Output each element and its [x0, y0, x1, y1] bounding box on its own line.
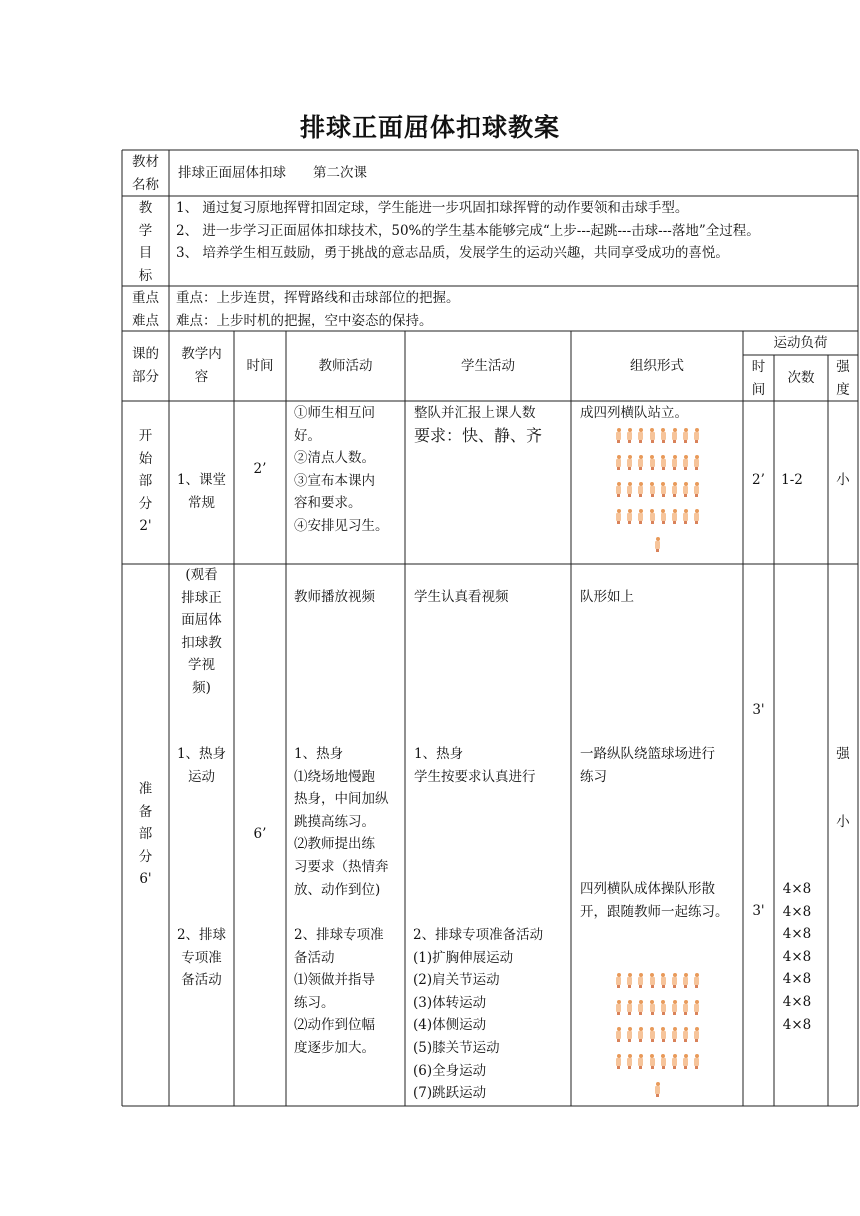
student-figure-icon: [650, 1000, 655, 1015]
org-line: 四列横队成体操队形散: [580, 881, 715, 897]
student-figure-icon: [683, 1054, 688, 1069]
student-figure-icon: [627, 455, 632, 470]
student-figure-icon: [627, 428, 632, 443]
drills-content: [169, 924, 234, 992]
student-line: 2、排球专项准备活动: [413, 927, 544, 943]
key-label: [122, 287, 169, 332]
teacher-line: ①师生相互问: [294, 405, 375, 421]
org-line: 一路纵队绕篮球场进行: [580, 746, 715, 762]
drills-org: [580, 878, 729, 923]
goals-label-char: 教: [138, 200, 153, 216]
content-line: 扣球教: [181, 634, 222, 651]
student-line: (6)全身运动: [413, 1062, 487, 1079]
student-figure-icon: [616, 1027, 621, 1042]
student-figure-icon: [638, 973, 643, 988]
start-load-intensity: 小: [836, 472, 850, 488]
student-figure-icon: [616, 973, 621, 988]
part-char: 始: [138, 450, 153, 467]
teacher-line: 好。: [294, 427, 321, 444]
teacher-line: 练习。: [294, 994, 335, 1011]
student-figure-icon: [661, 428, 666, 443]
teacher-line: 度逐步加大。: [294, 1039, 375, 1056]
student-line: (3)体转运动: [413, 994, 487, 1011]
student-figure-icon: [650, 509, 655, 524]
student-figure-icon: [650, 1027, 655, 1042]
student-figure-icon: [638, 482, 643, 497]
start-organization: 成四列横队站立。: [580, 405, 688, 421]
prep-part-label: [122, 778, 169, 891]
student-figure-icon: [638, 1054, 643, 1069]
student-figure-icon: [683, 973, 688, 988]
student-figure-icon: [672, 428, 677, 443]
student-figure-icon: [638, 509, 643, 524]
drills-student: [413, 924, 543, 1105]
content-line: 频): [192, 679, 211, 696]
teacher-line: 1、热身: [294, 746, 344, 762]
start-load-count: 1-2: [781, 472, 803, 488]
header-student: 学生活动: [461, 358, 515, 374]
warmup-teacher: [294, 743, 389, 901]
key-label-line: 难点: [132, 312, 159, 329]
student-figure-icon: [638, 1027, 643, 1042]
org-line: 开，跟随教师一起练习。: [580, 903, 729, 920]
count-value: 4×8: [782, 993, 812, 1010]
student-line: 学生按要求认真进行: [414, 768, 536, 785]
student-line: (2)肩关节运动: [413, 972, 500, 989]
intensity-char: 强: [836, 746, 850, 762]
formation-diagram: [616, 973, 702, 1103]
prep-video-teacher: 教师播放视频: [294, 589, 375, 605]
student-figure-icon: [694, 482, 699, 497]
content-line: 常规: [188, 494, 215, 511]
intensity-char: 小: [836, 813, 850, 830]
student-figure-icon: [672, 1054, 677, 1069]
student-figure-icon: [661, 1027, 666, 1042]
student-figure-icon: [683, 1000, 688, 1015]
student-figure-icon: [650, 428, 655, 443]
student-figure-icon: [672, 509, 677, 524]
warmup-org: [580, 743, 715, 788]
drills-load-time: 3': [752, 903, 765, 919]
student-figure-icon: [616, 455, 621, 470]
formation-diagram: [616, 428, 702, 558]
student-line: 1、热身: [414, 746, 464, 762]
header-text: 度: [836, 381, 850, 398]
start-load-time: 2’: [752, 472, 765, 488]
teacher-line: ③宣布本课内: [294, 472, 375, 489]
goals-label-char: 学: [138, 222, 153, 239]
header-teacher: 教师活动: [318, 358, 373, 374]
student-figure-icon: [661, 482, 666, 497]
content-line: 面屈体: [181, 612, 222, 629]
student-figure-icon: [683, 455, 688, 470]
student-figure-icon: [638, 1000, 643, 1015]
count-value: 4×8: [782, 1016, 812, 1033]
student-figure-icon: [627, 1054, 632, 1069]
content-line: 排球正: [181, 589, 222, 606]
student-figure-icon: [627, 1027, 632, 1042]
student-figure-icon: [638, 455, 643, 470]
material-label-line: 教材: [132, 154, 159, 170]
part-char: 开: [138, 428, 153, 444]
student-figure-icon: [616, 482, 621, 497]
teacher-line: 跳摸高练习。: [294, 813, 375, 830]
part-char: 部: [138, 826, 153, 843]
teacher-line: 2、排球专项准: [294, 927, 384, 943]
content-line: 运动: [188, 768, 215, 785]
drills-teacher: [294, 924, 384, 1060]
header-load-intensity: [828, 356, 858, 401]
header-time: 时间: [246, 358, 274, 374]
student-requirement: 要求：快、静、齐: [414, 425, 543, 445]
count-value: 4×8: [782, 926, 812, 943]
part-char: 准: [138, 781, 153, 797]
goals-label-char: 目: [138, 245, 153, 262]
student-figure-icon: [661, 455, 666, 470]
student-figure-icon: [627, 482, 632, 497]
student-figure-icon: [661, 1000, 666, 1015]
teacher-line: 放、动作到位): [294, 881, 381, 898]
material-label-line: 名称: [132, 176, 159, 193]
org-line: 练习: [580, 768, 607, 785]
header-text: 部分: [132, 368, 159, 385]
key-points: [176, 287, 460, 332]
student-figure-icon: [650, 1054, 655, 1069]
student-figure-icon: [694, 1027, 699, 1042]
student-figure-icon: [616, 428, 621, 443]
teacher-line: ②清点人数。: [294, 450, 375, 467]
goals-label-char: 标: [138, 267, 153, 284]
teacher-line: ⑴绕场地慢跑: [294, 768, 375, 785]
student-figure-icon: [694, 1054, 699, 1069]
header-text: 教学内: [181, 346, 222, 362]
student-figure-icon: [672, 973, 677, 988]
content-line: 专项准: [181, 949, 222, 966]
goal-item: 3、 培养学生相互鼓励，勇于挑战的意志品质，发展学生的运动兴趣，共同享受成功的喜悦。: [176, 245, 729, 262]
start-student: [414, 402, 542, 447]
prep-video-student: 学生认真看视频: [414, 589, 509, 605]
student-figure-icon: [638, 428, 643, 443]
content-line: 备活动: [181, 972, 222, 989]
student-figure-icon: [650, 482, 655, 497]
material-label: [122, 151, 169, 196]
student-figure-icon: [694, 509, 699, 524]
header-load: 运动负荷: [773, 335, 828, 351]
part-char: 2': [139, 518, 152, 535]
student-figure-icon: [694, 973, 699, 988]
student-figure-icon: [683, 482, 688, 497]
warmup-student: [414, 743, 536, 788]
student-figure-icon: [672, 455, 677, 470]
student-figure-icon: [627, 1000, 632, 1015]
student-figure-icon: [661, 509, 666, 524]
teacher-figure-icon: [655, 537, 660, 552]
student-figure-icon: [661, 1054, 666, 1069]
header-content: [169, 343, 234, 388]
goals-label: [122, 197, 169, 287]
goal-item: 1、 通过复习原地挥臂扣固定球，学生能进一步巩固扣球挥臂的动作要领和击球手型。: [176, 200, 689, 216]
teacher-line: ④安排见习生。: [294, 517, 389, 534]
student-figure-icon: [694, 1000, 699, 1015]
student-figure-icon: [683, 1027, 688, 1042]
content-line: 2、排球: [176, 927, 227, 943]
warmup-load-time: 3': [752, 702, 765, 718]
start-teacher: [294, 402, 389, 538]
document-title: 排球正面屈体扣球教案: [299, 113, 560, 142]
student-line: (5)膝关节运动: [413, 1039, 500, 1056]
goal-item: 2、 进一步学习正面屈体扣球技术，50%的学生基本能够完成“上步---起跳---击球---落地”全过程。: [176, 222, 760, 239]
part-char: 分: [138, 495, 153, 512]
student-line: (4)体侧运动: [413, 1017, 487, 1034]
count-value: 4×8: [782, 971, 812, 988]
header-load-count: 次数: [787, 370, 815, 386]
student-figure-icon: [694, 428, 699, 443]
header-load-time: [743, 356, 774, 401]
student-line: (1)扩胸伸展运动: [413, 949, 514, 966]
count-value: 4×8: [782, 881, 812, 897]
teacher-figure-icon: [655, 1082, 660, 1097]
part-char: 6': [139, 871, 152, 888]
goals-list: [176, 197, 760, 265]
count-value: 4×8: [782, 903, 812, 920]
teacher-line: 习要求（热情奔: [294, 858, 389, 875]
header-part: [122, 343, 169, 388]
key-point: 重点：上步连贯，挥臂路线和击球部位的把握。: [176, 290, 460, 306]
student-figure-icon: [683, 428, 688, 443]
prep-video-content: [169, 564, 234, 700]
student-line: 整队并汇报上课人数: [414, 405, 536, 421]
student-figure-icon: [672, 1000, 677, 1015]
student-figure-icon: [627, 973, 632, 988]
content-line: 1、课堂: [176, 472, 227, 488]
header-text: 容: [194, 368, 209, 385]
student-figure-icon: [672, 1027, 677, 1042]
student-figure-icon: [672, 482, 677, 497]
student-figure-icon: [616, 1000, 621, 1015]
header-text: 强: [836, 359, 850, 375]
key-label-line: 重点: [132, 290, 159, 306]
student-line: (7)跳跃运动: [413, 1085, 487, 1102]
start-content: [169, 469, 234, 514]
student-figure-icon: [627, 509, 632, 524]
student-figure-icon: [650, 455, 655, 470]
student-figure-icon: [616, 1054, 621, 1069]
teacher-line: 热身，中间加纵: [294, 791, 389, 808]
drills-counts: [774, 878, 820, 1036]
warmup-content: [169, 743, 234, 788]
start-time: 2’: [253, 461, 267, 477]
difficulty-point: 难点：上步时机的把握，空中姿态的保持。: [176, 312, 433, 329]
teacher-line: ⑵教师提出练: [294, 836, 375, 853]
student-figure-icon: [683, 509, 688, 524]
part-char: 备: [138, 803, 153, 820]
part-char: 部: [138, 473, 153, 490]
teacher-line: ⑵动作到位幅: [294, 1017, 375, 1034]
content-line: 1、热身: [176, 746, 227, 762]
header-text: 课的: [132, 346, 159, 362]
teacher-line: 容和要求。: [294, 495, 362, 512]
student-figure-icon: [661, 973, 666, 988]
part-char: 分: [138, 848, 153, 865]
start-part-label: [122, 425, 169, 538]
material-value: 排球正面屈体扣球 第二次课: [178, 165, 367, 181]
teacher-line: 备活动: [294, 949, 335, 966]
header-text: 时: [751, 359, 766, 375]
header-organization: 组织形式: [630, 358, 684, 374]
prep-video-org: 队形如上: [580, 589, 634, 605]
content-line: 学视: [188, 657, 215, 674]
header-text: 间: [751, 381, 766, 398]
prep-time: 6’: [253, 826, 267, 842]
student-figure-icon: [694, 455, 699, 470]
prep-intensity: [828, 743, 858, 833]
student-figure-icon: [616, 509, 621, 524]
content-line: (观看: [185, 567, 218, 583]
teacher-line: ⑴领做并指导: [294, 972, 375, 989]
count-value: 4×8: [782, 948, 812, 965]
student-figure-icon: [650, 973, 655, 988]
